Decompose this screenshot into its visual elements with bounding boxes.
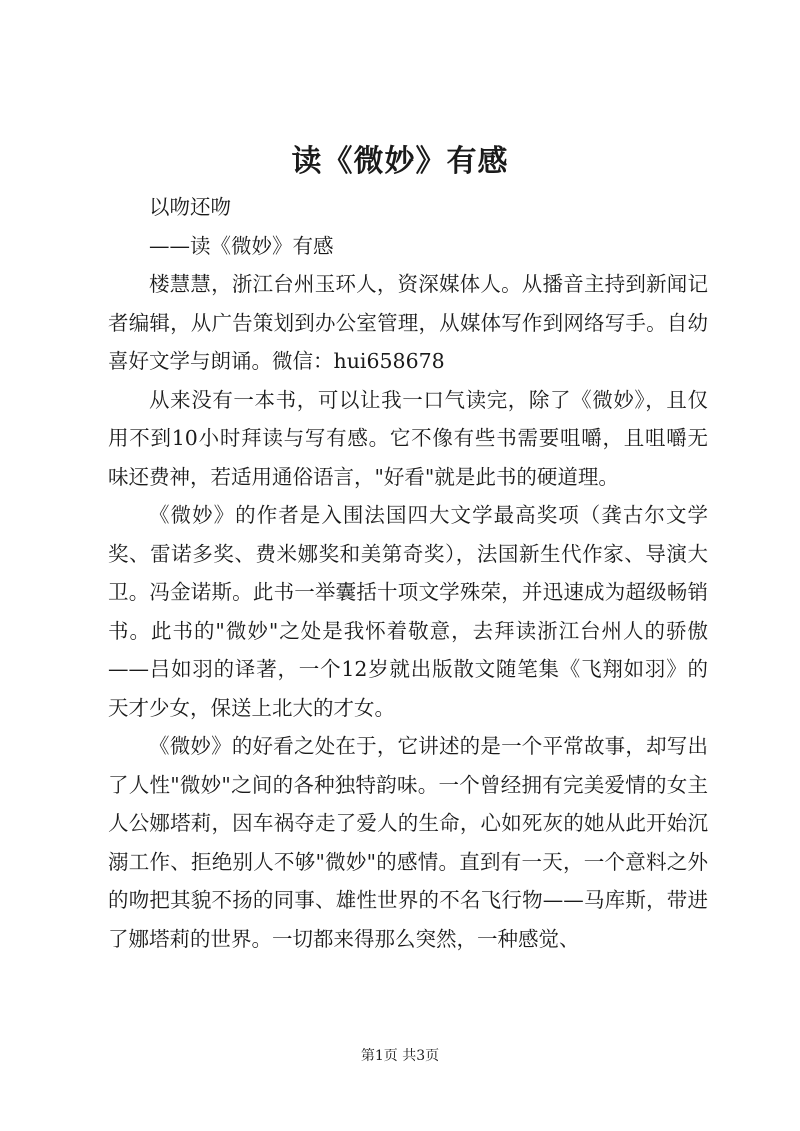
document-title: 读《微妙》有感 (291, 144, 509, 179)
body-paragraph: 《微妙》的好看之处在于，它讲述的是一个平常故事，却写出了人性"微妙"之间的各种独特韵味。一个曾经拥有完美爱情的女主人公娜塔莉，因车祸夺走了爱人的生命，心如死灰的她从此开始沉溺工作、拒绝别人不够"微妙"的感情。直到有一天，一个意料之外的吻把其貌不扬的同事、雄性世界的不名飞行物——马库斯，带进了娜塔莉的世界。一切都来得那么突然，一种感觉、 (108, 734, 708, 951)
author-bio-paragraph: 楼慧慧，浙江台州玉环人，资深媒体人。从播音主持到新闻记者编辑，从广告策划到办公室管理，从媒体写作到网络写手。自幼喜好文学与朗诵。微信：hui658678 (108, 272, 708, 373)
subtitle-dash-line: ——读《微妙》有感 (149, 233, 334, 258)
subtitle-line: 以吻还吻 (149, 195, 231, 219)
body-paragraph: 从来没有一本书，可以让我一口气读完，除了《微妙》，且仅用不到10小时拜读与写有感。它不像有些书需要咀嚼，且咀嚼无味还费神，若适用通俗语言，"好看"就是此书的硬道理。 (108, 387, 708, 489)
body-paragraph: 《微妙》的作者是入围法国四大文学最高奖项（龚古尔文学奖、雷诺多奖、费米娜奖和美第奇奖），法国新生代作家、导演大卫。冯金诺斯。此书一举囊括十项文学殊荣，并迅速成为超级畅销书。此书的"微妙"之处是我怀着敬意，去拜读浙江台州人的骄傲——吕如羽的译著，一个12岁就出版散文随笔集《飞翔如羽》的天才少女，保送上北大的才女。 (108, 503, 708, 720)
document-body (108, 188, 708, 958)
page-number-footer: 第1页 共3页 (360, 1048, 440, 1064)
